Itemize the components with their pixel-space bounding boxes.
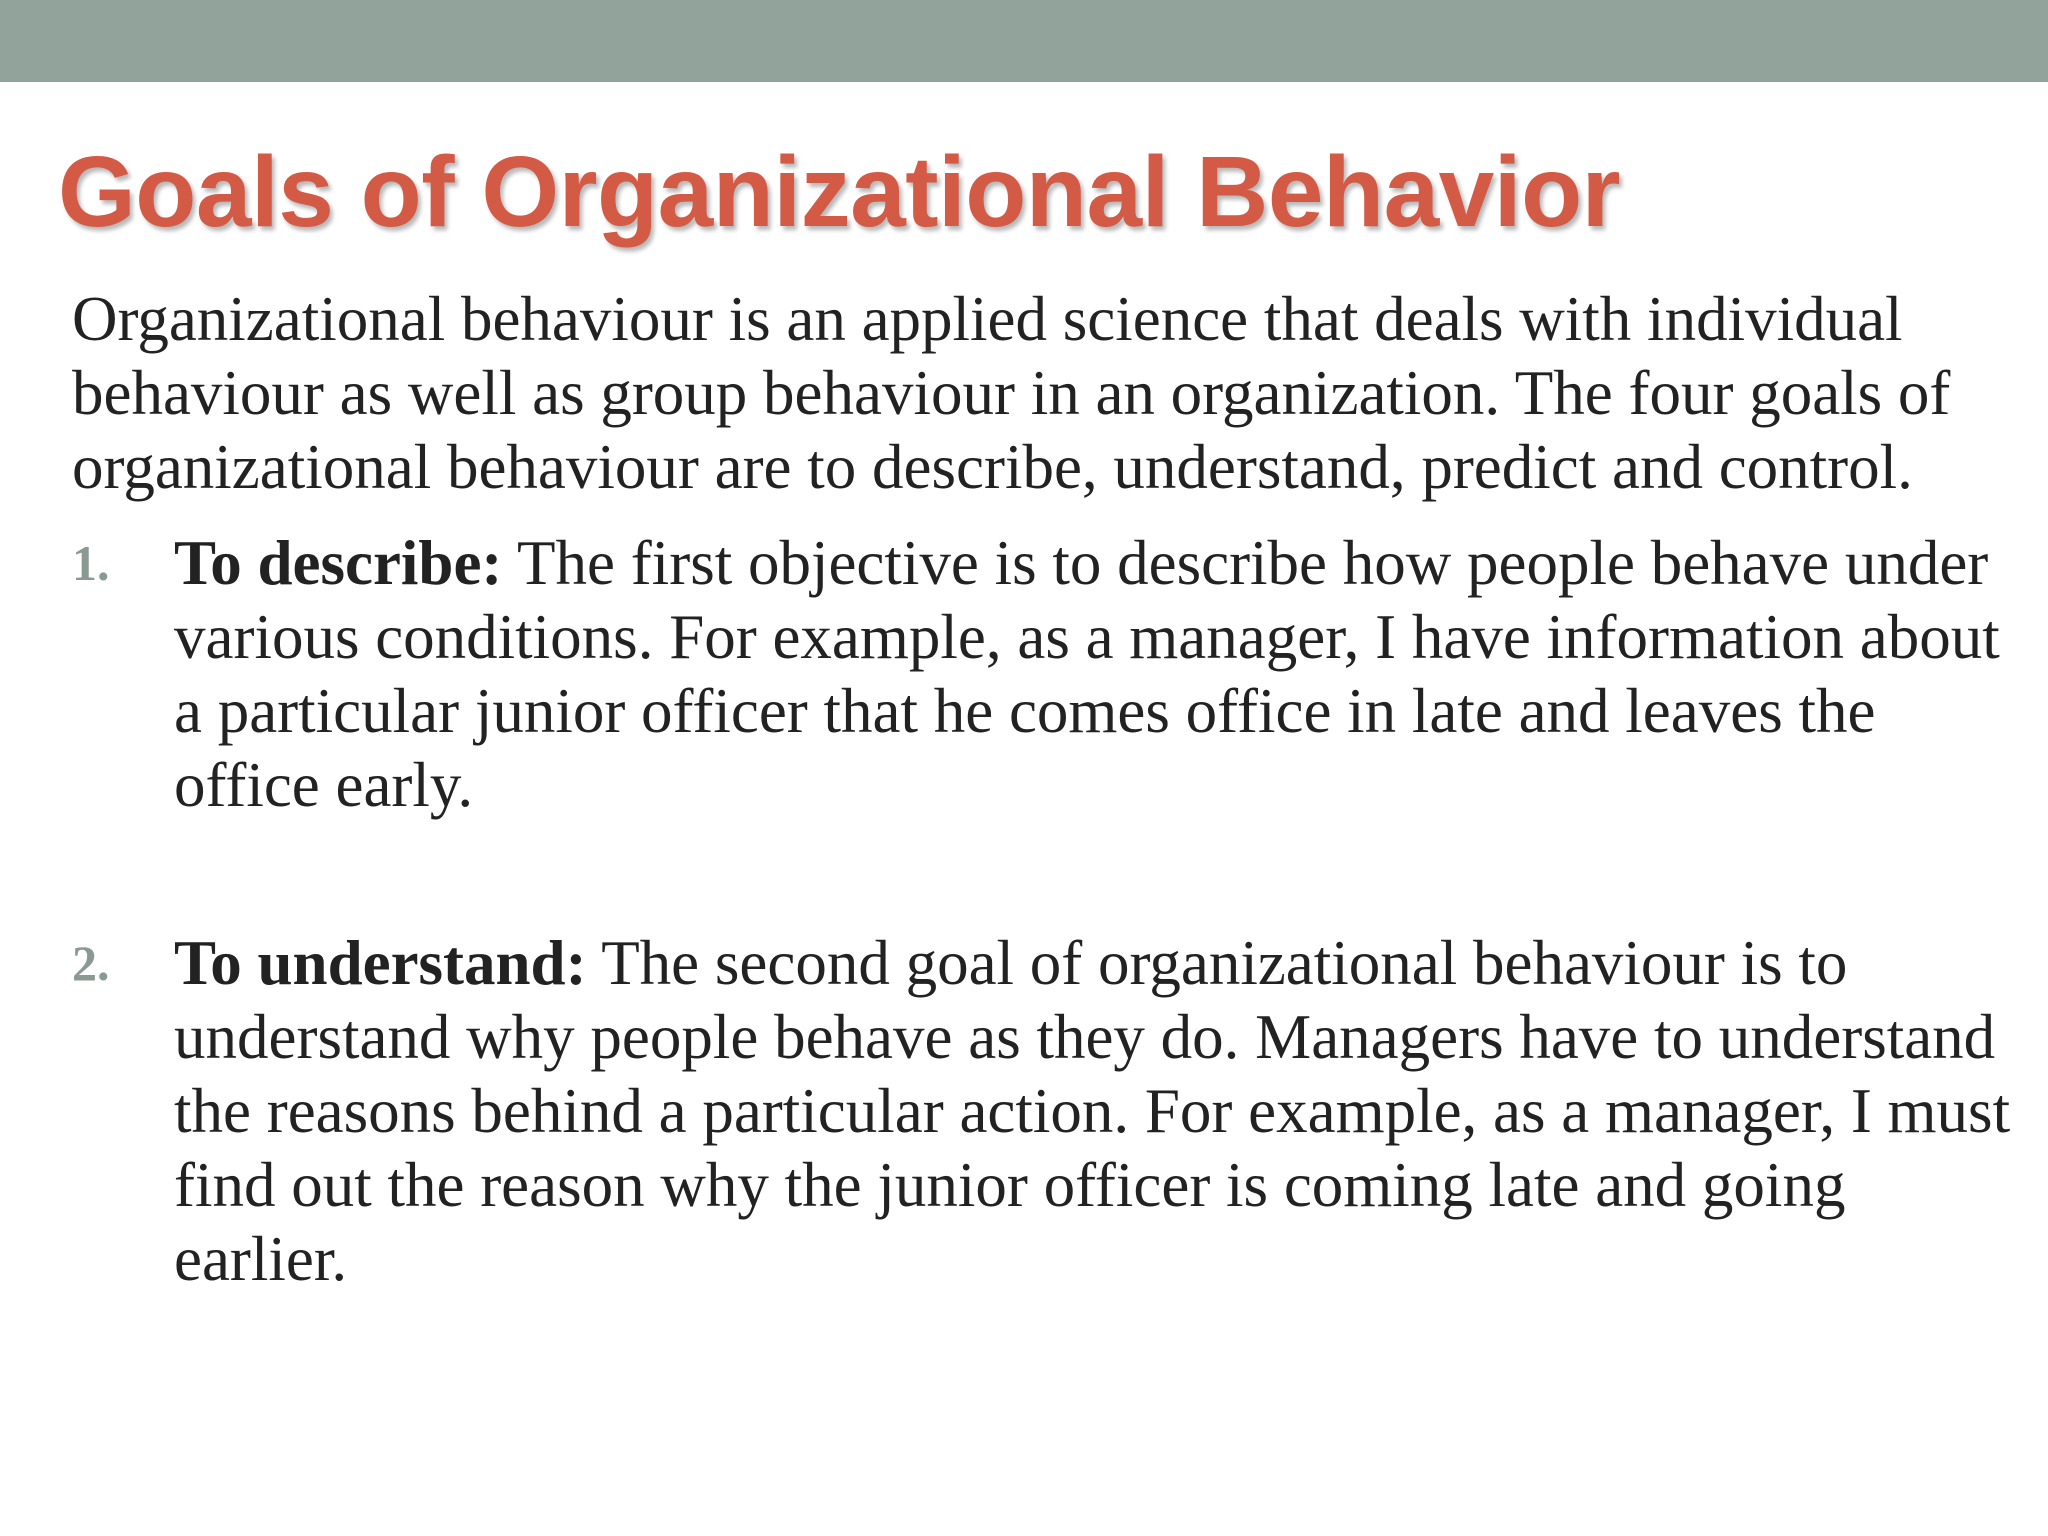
list-item-number: 2.	[72, 935, 110, 991]
goals-list	[72, 526, 2012, 1296]
list-item	[72, 526, 2012, 822]
list-item-text: The second goal of organizational behaviour is to understand why people behave as they do. Managers have to understand the reasons behind a particular action. For example, as a manager, I must find out the reason why the junior officer is coming late and going earlier.	[174, 928, 2011, 1294]
list-item-number: 1.	[72, 535, 110, 591]
list-item	[72, 926, 2012, 1296]
intro-paragraph: Organizational behaviour is an applied science that deals with individual behaviour as well as group behaviour in an organization. The four goals of organizational behaviour are to describe, understand, predict and control.	[72, 284, 1951, 502]
slide-body	[72, 282, 2012, 1296]
list-item-term: To describe:	[174, 528, 503, 598]
top-band	[0, 0, 2048, 82]
slide-title: Goals of Organizational Behavior	[58, 136, 1621, 248]
list-item-term: To understand:	[174, 928, 587, 998]
list-item-text: The first objective is to describe how people behave under various conditions. For example, as a manager, I have information about a particular junior officer that he comes office in late and leaves the office early.	[174, 528, 2000, 820]
